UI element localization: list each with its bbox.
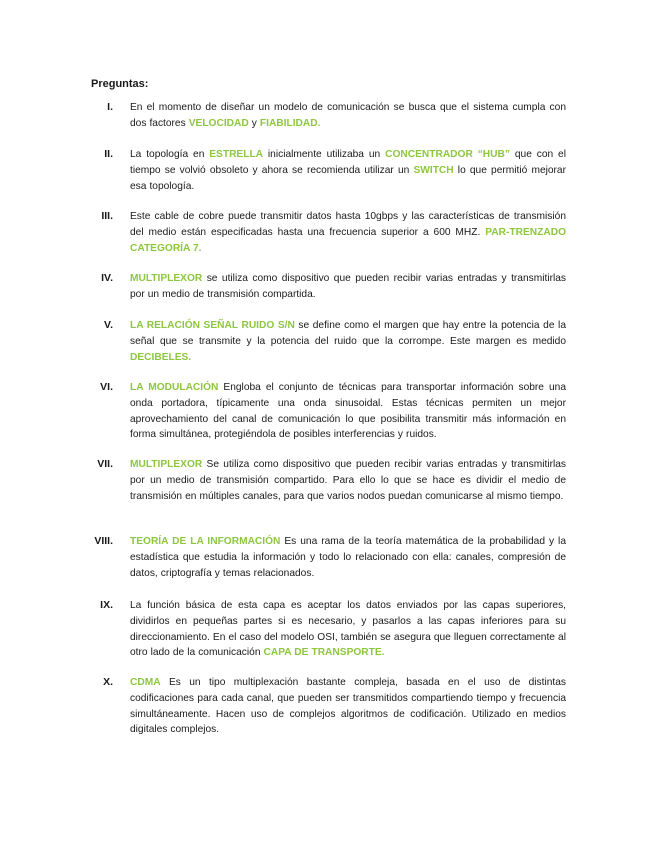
question-number: VIII. — [94, 535, 113, 547]
question-number: III. — [101, 210, 113, 222]
question-text-segment: se define como el margen que hay entre la potencia de la señal que se transmite y la potencia del ruido que la corrompe. Este margen es medido — [130, 320, 566, 347]
keyword-answer: SWITCH — [413, 164, 454, 176]
question-text-segment: que con el tiempo se volvió obsoleto y ahora se recomienda utilizar un — [130, 149, 566, 176]
question-text-segment: Es una rama de la teoría matemática de la probabilidad y la estadística que estudia la información y todo lo relacionado con ella: canales, compresión de datos, criptografía y temas relacionados. — [130, 536, 566, 579]
keyword-answer: TEORÍA DE LA INFORMACIÓN — [130, 536, 281, 547]
question-text-segment: Este cable de cobre puede transmitir datos hasta 10gbps y las características de transmisión del medio están especificadas hasta una frecuencia superior a 600 MHZ. — [130, 211, 566, 238]
keyword-answer: CDMA — [130, 677, 161, 688]
question-number: I. — [107, 101, 113, 113]
question-text — [130, 457, 566, 504]
question-number: VI. — [100, 381, 113, 393]
keyword-answer: VELOCIDAD — [188, 117, 249, 129]
question-text-segment: Engloba el conjunto de técnicas para transportar información sobre una onda portadora, típicamente una onda sinusoidal. Estas técnicas permiten un mejor aprovechamiento del canal de comunicación lo que posibilita transmitir más información en forma simultánea, protegiéndola de posibles interferencias y ruidos. — [130, 382, 566, 441]
question-text-segment: Se utiliza como dispositivo que pueden recibir varias entradas y transmitirlas por un medio de transmisión compartido. Para ello lo que se hace es dividir el medio de transmisión en múltiples canales, para que varios nodos puedan comunicarse al mismo tiempo. — [130, 459, 566, 502]
question-number: V. — [104, 319, 113, 331]
question-number: X. — [103, 676, 113, 688]
question-text — [130, 147, 566, 194]
question-text — [130, 534, 566, 581]
keyword-answer: LA RELACIÓN SEÑAL RUIDO S/N — [130, 320, 295, 331]
question-text-segment: inicialmente utilizaba un — [263, 149, 386, 160]
question-text-segment: y — [248, 117, 260, 129]
question-text-segment: Es un tipo multiplexación bastante compleja, basada en el uso de distintas codificaciones para cada canal, que pueden ser transmitidos compartiendo tiempo y frecuencia simultáneamente. Hacen uso de complejos algoritmos de codificación. Utilizado en medios digitales complejos. — [130, 677, 566, 736]
keyword-answer: DECIBELES. — [130, 351, 192, 363]
question-number: IV. — [101, 272, 113, 284]
question-text — [130, 100, 566, 132]
question-text-segment: La topología en — [130, 149, 210, 160]
keyword-answer: FIABILIDAD. — [259, 117, 321, 129]
question-text — [130, 209, 566, 256]
question-text-segment: se utiliza como dispositivo que pueden recibir varias entradas y transmitirlas por un medio de transmisión compartida. — [130, 273, 566, 300]
question-text — [130, 598, 566, 661]
question-text — [130, 380, 566, 443]
keyword-answer: PAR-TRENZADO CATEGORÍA 7. — [130, 226, 566, 254]
question-number: VII. — [97, 458, 113, 470]
question-text-segment: lo que permitió mejorar esa topología. — [130, 164, 566, 192]
question-text-segment: En el momento de diseñar un modelo de comunicación se busca que el sistema cumpla con dos factores — [130, 102, 566, 129]
question-number: IX. — [100, 599, 113, 611]
keyword-answer: MULTIPLEXOR — [130, 459, 203, 470]
keyword-answer: ESTRELLA — [209, 149, 264, 160]
page-heading: Preguntas: — [91, 78, 149, 90]
keyword-answer: CAPA DE TRANSPORTE. — [263, 647, 385, 659]
keyword-answer: MULTIPLEXOR — [130, 273, 203, 284]
question-text — [130, 675, 566, 738]
question-text-segment: La función básica de esta capa es aceptar los datos enviados por las capas superiores, dividirlos en pequeñas partes si es necesario, y pasarlos a las capas inferiores para su direccionamiento. En el caso del modelo OSI, también se asegura que lleguen correctamente al otro lado de la comunicación — [130, 600, 566, 659]
question-text — [130, 318, 566, 365]
keyword-answer: LA MODULACIÓN — [130, 382, 219, 393]
question-number: II. — [104, 148, 113, 160]
question-text — [130, 271, 566, 303]
keyword-answer: CONCENTRADOR “HUB” — [385, 149, 510, 160]
